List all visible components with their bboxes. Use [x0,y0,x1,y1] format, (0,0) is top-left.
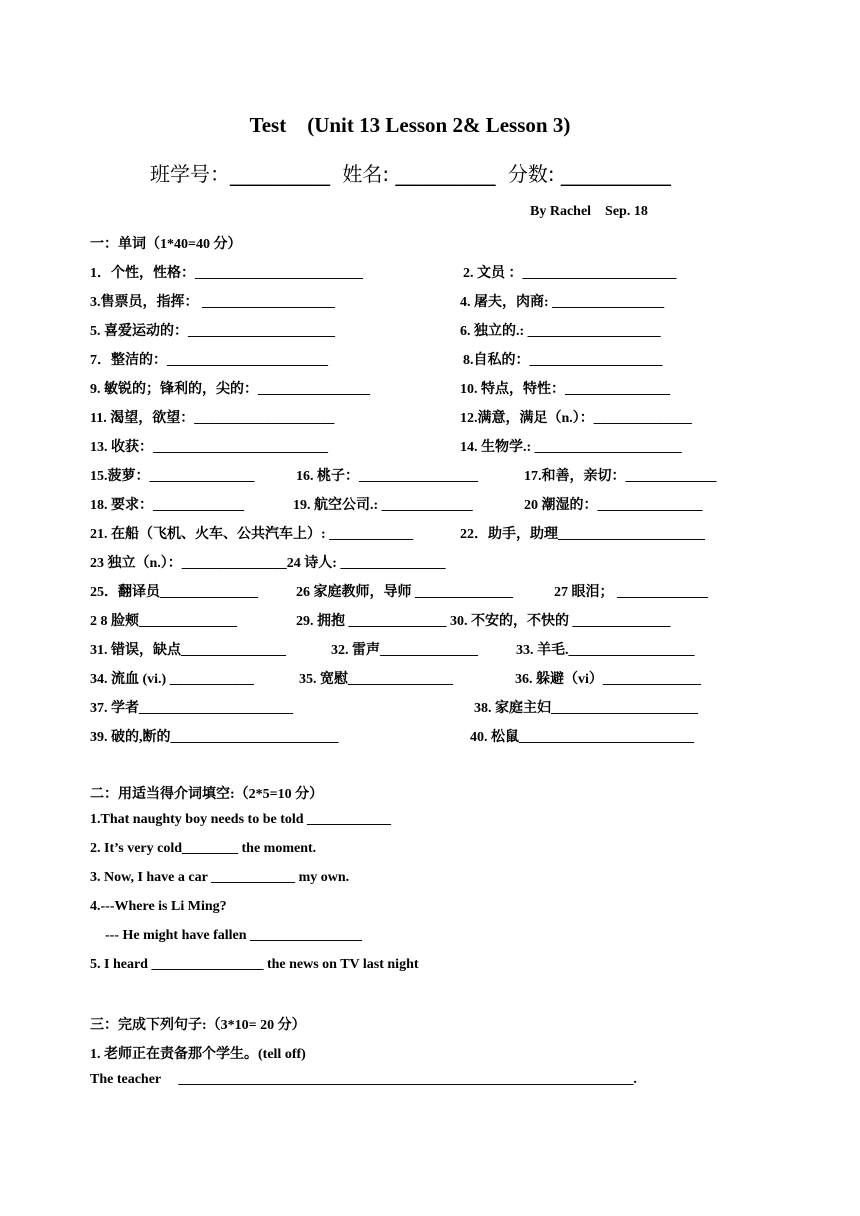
vocab-item[interactable]: 6. 独立的.: ___________________ [460,324,661,339]
vocab-item[interactable]: 33. 羊毛.__________________ [516,643,695,658]
score-field[interactable]: 分数: ___________ [507,162,671,186]
vocab-item[interactable]: 22．助手，助理_____________________ [460,527,705,542]
preposition-item[interactable]: 1.That naughty boy needs to be told ____________ [90,812,392,827]
vocab-item[interactable]: 39. 破的,断的________________________ [90,730,339,745]
section3-heading: 三：完成下列句子:（3*10= 20 分） [90,1018,306,1033]
sentence-answer-line[interactable]: The teacher _________________________________________________________________. [90,1072,637,1087]
section1-heading: 一：单词（1*40=40 分） [90,237,242,252]
vocab-item[interactable]: 11. 渴望，欲望：____________________ [90,411,335,426]
vocab-item[interactable]: 20 潮湿的：_______________ [524,498,703,513]
vocab-item[interactable]: 34. 流血 (vi.) ____________ [90,672,254,687]
vocab-item[interactable]: 9. 敏锐的；锋利的，尖的：________________ [90,382,370,397]
vocab-item[interactable]: 35. 宽慰_______________ [299,672,453,687]
vocab-item[interactable]: 14. 生物学.: _____________________ [460,440,682,455]
vocab-item[interactable]: 15.菠萝：_______________ [90,469,255,484]
test-title: Test (Unit 13 Lesson 2& Lesson 3) [249,113,571,137]
name-field[interactable]: 姓名: __________ [342,162,496,186]
class-number-field[interactable]: 班学号：__________ [150,162,330,186]
vocab-item[interactable]: 31. 错误，缺点_______________ [90,643,286,658]
vocab-item[interactable]: 8.自私的：___________________ [463,353,663,368]
vocab-item[interactable]: 19. 航空公司.: _____________ [293,498,473,513]
vocab-item[interactable]: 37. 学者______________________ [90,701,293,716]
vocab-item[interactable]: 29. 拥抱 ______________ 30. 不安的，不快的 ______________ [296,614,671,629]
preposition-item: 4.---Where is Li Ming? [90,899,227,914]
vocab-item[interactable]: 16. 桃子：_________________ [296,469,478,484]
vocab-item[interactable]: 12.满意，满足（n.）：______________ [460,411,692,426]
vocab-item[interactable]: 10. 特点，特性：_______________ [460,382,670,397]
vocab-item[interactable]: 40. 松鼠_________________________ [470,730,694,745]
vocab-item[interactable]: 4. 屠夫，肉商: ________________ [460,295,665,310]
student-info-line [150,158,677,187]
vocab-item[interactable]: 21. 在船（飞机、火车、公共汽车上）: ____________ [90,527,414,542]
sentence-prompt: 1. 老师正在责备那个学生。(tell off) [90,1047,306,1062]
vocab-item[interactable]: 7．整洁的：_______________________ [90,353,328,368]
author-date: By Rachel Sep. 18 [530,204,648,219]
vocab-item[interactable]: 1．个性，性格：________________________ [90,266,363,281]
vocab-item[interactable]: 17.和善，亲切：_____________ [524,469,717,484]
section2-heading: 二：用适当得介词填空:（2*5=10 分） [90,787,324,802]
vocab-item[interactable]: 3.售票员，指挥： ___________________ [90,295,335,310]
vocab-item[interactable]: 38. 家庭主妇_____________________ [474,701,698,716]
preposition-item[interactable]: 3. Now, I have a car ____________ my own. [90,870,350,885]
vocab-item[interactable]: 2. 文员 ：______________________ [463,266,677,281]
preposition-item[interactable]: 2. It’s very cold________ the moment. [90,841,317,856]
preposition-item[interactable]: 5. I heard ________________ the news on TV last night [90,957,419,972]
vocab-item[interactable]: 2 8 脸颊______________ [90,614,237,629]
vocab-item[interactable]: 23 独立（n.）：_______________24 诗人: _______________ [90,556,446,571]
vocab-item[interactable]: 25．翻译员______________ [90,585,258,600]
preposition-item[interactable]: --- He might have fallen ________________ [105,928,363,943]
vocab-item[interactable]: 27 眼泪； _____________ [554,585,708,600]
vocab-item[interactable]: 18. 要求：_____________ [90,498,244,513]
vocab-item[interactable]: 5. 喜爱运动的：_____________________ [90,324,335,339]
vocab-item[interactable]: 36. 躲避（vi）______________ [515,672,701,687]
vocab-item[interactable]: 32. 雷声______________ [331,643,478,658]
vocab-item[interactable]: 26 家庭教师，导师 ______________ [296,585,513,600]
vocab-item[interactable]: 13. 收获：_________________________ [90,440,328,455]
